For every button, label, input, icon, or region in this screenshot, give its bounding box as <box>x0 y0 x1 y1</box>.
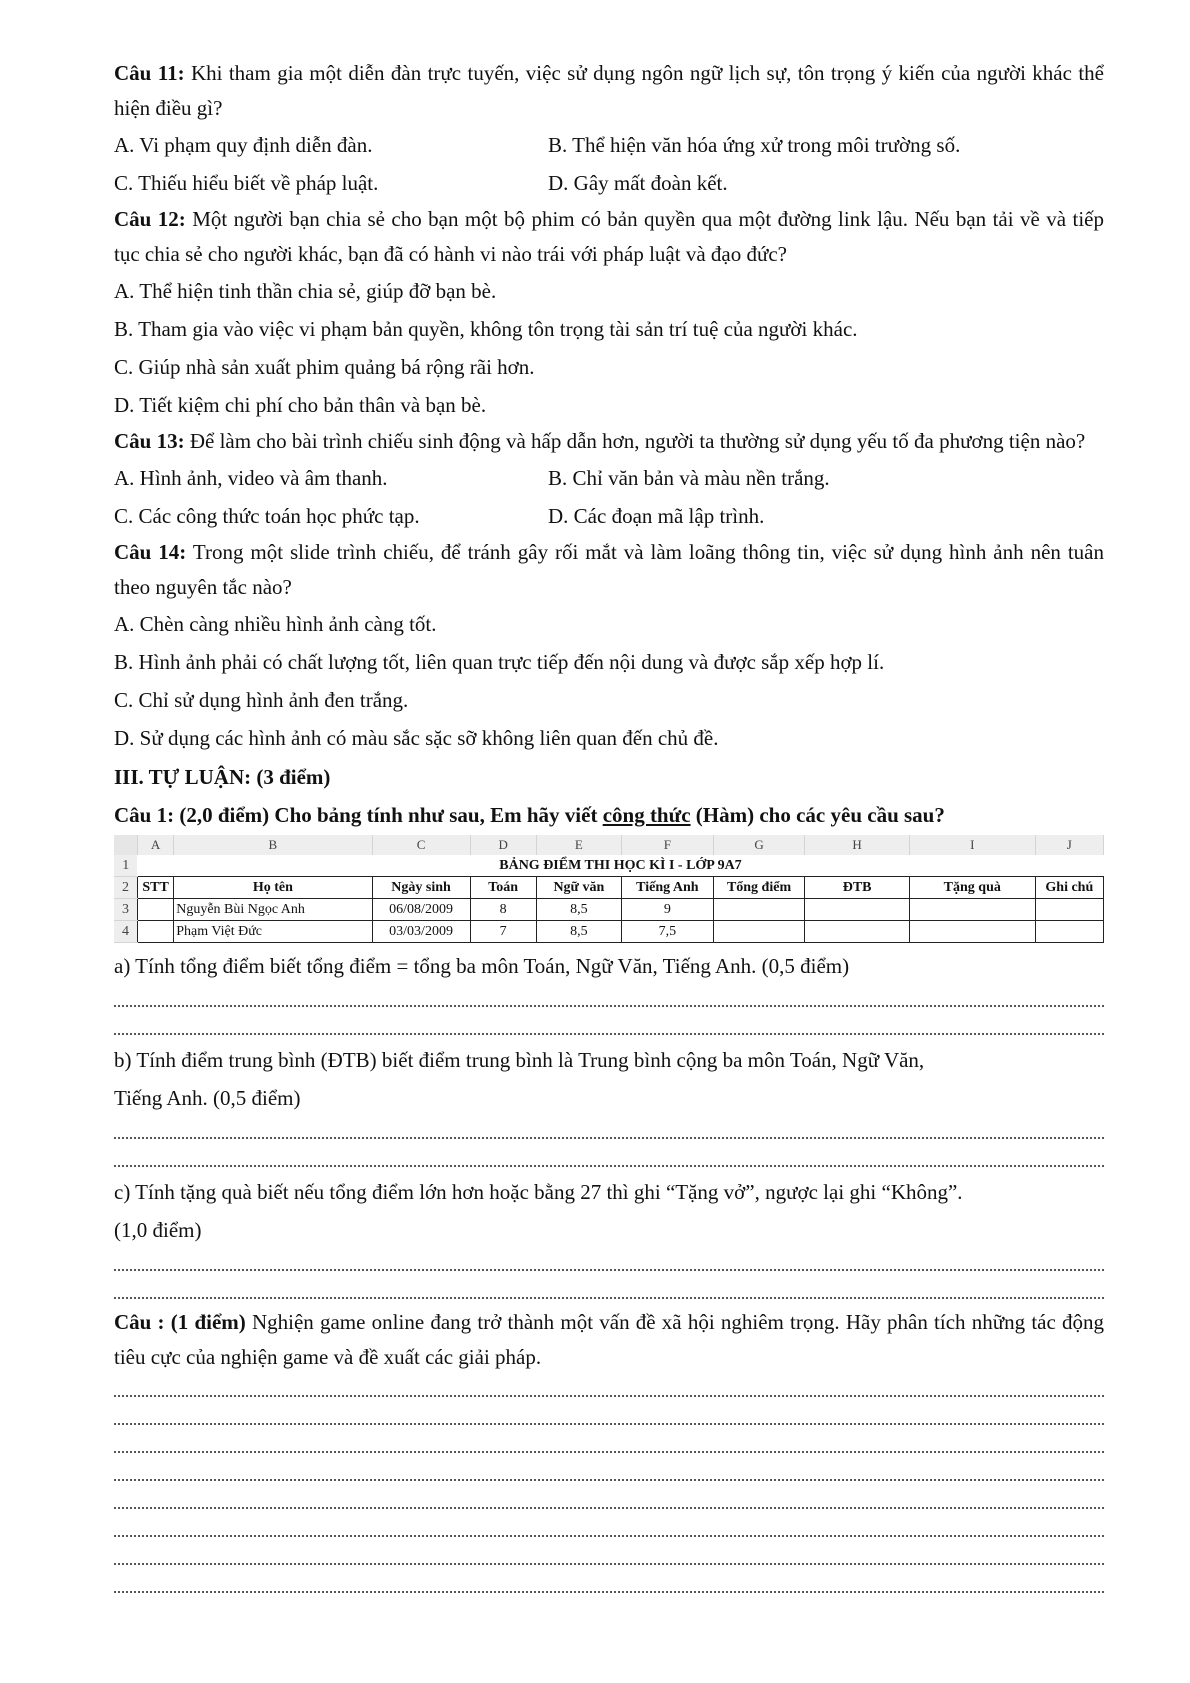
underlined-term: công thức <box>602 803 691 827</box>
answer-option: B. Hình ảnh phải có chất lượng tốt, liên quan trực tiếp đến nội dung và được sắp xếp hợp lí. <box>114 650 885 674</box>
essay-question-2 <box>114 1305 1104 1375</box>
answer-line <box>114 1403 1104 1431</box>
question-text: Để làm cho bài trình chiếu sinh động và hấp dẫn hơn, người ta thường sử dụng yếu tố đa phương tiện nào? <box>184 429 1086 453</box>
answer-option: B. Tham gia vào việc vi phạm bản quyền, không tôn trọng tài sản trí tuệ của người khác. <box>114 317 858 341</box>
column-header: I <box>909 835 1035 855</box>
answer-line <box>114 1431 1104 1459</box>
exam-page <box>114 56 1104 1599</box>
answer-option: A. Chèn càng nhiều hình ảnh càng tốt. <box>114 612 437 636</box>
answer-line <box>114 1249 1104 1277</box>
column-header: B <box>174 835 372 855</box>
essay-part-c-cont: (1,0 điểm) <box>114 1218 202 1242</box>
cell-dob: 03/03/2009 <box>372 921 470 943</box>
answer-option: B. Chỉ văn bản và màu nền trắng. <box>548 466 830 490</box>
row-number: 2 <box>114 877 137 899</box>
essay-part-b-cont: Tiếng Anh. (0,5 điểm) <box>114 1086 301 1110</box>
answer-line <box>114 1013 1104 1041</box>
column-header: A <box>137 835 173 855</box>
header-cell: Tổng điểm <box>713 877 805 899</box>
row-number: 3 <box>114 899 137 921</box>
header-cell: STT <box>137 877 173 899</box>
corner-cell <box>114 835 137 855</box>
cell-empty <box>909 899 1035 921</box>
column-header: F <box>622 835 714 855</box>
answer-row <box>114 164 1104 202</box>
column-header: E <box>536 835 621 855</box>
column-header: H <box>805 835 909 855</box>
answer-option: D. Các đoạn mã lập trình. <box>548 504 765 528</box>
essay-label: Câu 1: (2,0 điểm) Cho bảng tính như sau, Em hãy viết <box>114 803 603 827</box>
cell-empty <box>713 921 805 943</box>
answer-line <box>114 1145 1104 1173</box>
row-number: 1 <box>114 855 137 877</box>
header-cell: Tiếng Anh <box>622 877 714 899</box>
section-heading: III. TỰ LUẬN: (3 điểm) <box>114 765 331 789</box>
answer-row <box>114 497 1104 535</box>
answer-row <box>114 459 1104 497</box>
cell-anh: 7,5 <box>622 921 714 943</box>
essay-label: Câu : (1 điểm) <box>114 1310 246 1334</box>
answer-option: A. Thể hiện tinh thần chia sẻ, giúp đỡ bạn bè. <box>114 279 497 303</box>
cell-name: Phạm Việt Đức <box>174 921 372 943</box>
essay-part-a: a) Tính tổng điểm biết tổng điểm = tổng ba môn Toán, Ngữ Văn, Tiếng Anh. (0,5 điểm) <box>114 954 850 978</box>
answer-line <box>114 1459 1104 1487</box>
answer-line <box>114 1515 1104 1543</box>
cell-empty <box>805 921 909 943</box>
answer-option: A. Vi phạm quy định diễn đàn. <box>114 133 373 157</box>
spreadsheet-figure <box>114 835 1104 943</box>
answer-line <box>114 1571 1104 1599</box>
answer-option: C. Giúp nhà sản xuất phim quảng bá rộng rãi hơn. <box>114 355 535 379</box>
cell-empty <box>805 899 909 921</box>
question-label: Câu 13: <box>114 429 185 453</box>
cell-empty <box>1035 921 1103 943</box>
question-label: Câu 12: <box>114 207 186 231</box>
answer-line <box>114 1117 1104 1145</box>
cell-stt <box>137 921 173 943</box>
answer-line <box>114 1487 1104 1515</box>
answer-line <box>114 1277 1104 1305</box>
table-row <box>114 877 1104 899</box>
column-header-row <box>114 835 1104 855</box>
column-header: C <box>372 835 470 855</box>
question-label: Câu 14: <box>114 540 187 564</box>
question-label: Câu 11: <box>114 61 185 85</box>
answer-option: C. Chỉ sử dụng hình ảnh đen trắng. <box>114 688 409 712</box>
cell-dob: 06/08/2009 <box>372 899 470 921</box>
table-row <box>114 899 1104 921</box>
answer-line <box>114 1375 1104 1403</box>
question-14 <box>114 535 1104 605</box>
answer-option: B. Thể hiện văn hóa ứng xử trong môi trường số. <box>548 133 961 157</box>
answer-row <box>114 126 1104 164</box>
cell-name: Nguyễn Bùi Ngọc Anh <box>174 899 372 921</box>
essay-part-c: c) Tính tặng quà biết nếu tổng điểm lớn hơn hoặc bằng 27 thì ghi “Tặng vở”, ngược lại ghi “Không”. <box>114 1180 963 1204</box>
table-row <box>114 855 1104 877</box>
answer-option: C. Các công thức toán học phức tạp. <box>114 504 420 528</box>
answer-option: D. Sử dụng các hình ảnh có màu sắc sặc sỡ không liên quan đến chủ đề. <box>114 726 719 750</box>
essay-part-b: b) Tính điểm trung bình (ĐTB) biết điểm trung bình là Trung bình cộng ba môn Toán, Ngữ Văn, <box>114 1048 925 1072</box>
cell-anh: 9 <box>622 899 714 921</box>
answer-line <box>114 985 1104 1013</box>
answer-option: A. Hình ảnh, video và âm thanh. <box>114 466 388 490</box>
essay-text: Nghiện game online đang trở thành một vấn đề xã hội nghiêm trọng. Hãy phân tích những tác động tiêu cực của nghiện game và đề xuất các giải pháp. <box>114 1310 1104 1369</box>
sheet-title: BẢNG ĐIỂM THI HỌC KÌ I - LỚP 9A7 <box>499 857 742 873</box>
header-cell: Ngày sinh <box>372 877 470 899</box>
essay-question-1 <box>114 797 1104 833</box>
header-cell: Ngữ văn <box>536 877 621 899</box>
question-text: Khi tham gia một diễn đàn trực tuyến, việc sử dụng ngôn ngữ lịch sự, tôn trọng ý kiến của người khác thể hiện điều gì? <box>114 61 1104 120</box>
header-cell: ĐTB <box>805 877 909 899</box>
essay-label-end: (Hàm) cho các yêu cầu sau? <box>690 803 945 827</box>
column-header: G <box>713 835 805 855</box>
column-header: J <box>1035 835 1103 855</box>
cell-empty <box>1035 899 1103 921</box>
cell-toan: 7 <box>470 921 536 943</box>
cell-empty <box>713 899 805 921</box>
row-number: 4 <box>114 921 137 943</box>
table-row <box>114 921 1104 943</box>
question-11 <box>114 56 1104 126</box>
header-cell: Ghi chú <box>1035 877 1103 899</box>
cell-empty <box>909 921 1035 943</box>
answer-line <box>114 1543 1104 1571</box>
header-cell: Tặng quà <box>909 877 1035 899</box>
cell-toan: 8 <box>470 899 536 921</box>
cell-van: 8,5 <box>536 921 621 943</box>
cell-stt <box>137 899 173 921</box>
answer-option: C. Thiếu hiểu biết về pháp luật. <box>114 171 379 195</box>
question-12 <box>114 202 1104 272</box>
column-header: D <box>470 835 536 855</box>
answer-option: D. Gây mất đoàn kết. <box>548 171 728 195</box>
question-text: Một người bạn chia sẻ cho bạn một bộ phim có bản quyền qua một đường link lậu. Nếu bạn tải về và tiếp tục chia sẻ cho người khác, bạn đã có hành vi nào trái với pháp luật và đạo đức? <box>114 207 1104 266</box>
cell-van: 8,5 <box>536 899 621 921</box>
question-13 <box>114 424 1104 459</box>
header-cell: Toán <box>470 877 536 899</box>
question-text: Trong một slide trình chiếu, để tránh gây rối mắt và làm loãng thông tin, việc sử dụng hình ảnh nên tuân theo nguyên tắc nào? <box>114 540 1104 599</box>
header-cell: Họ tên <box>174 877 372 899</box>
answer-option: D. Tiết kiệm chi phí cho bản thân và bạn bè. <box>114 393 487 417</box>
